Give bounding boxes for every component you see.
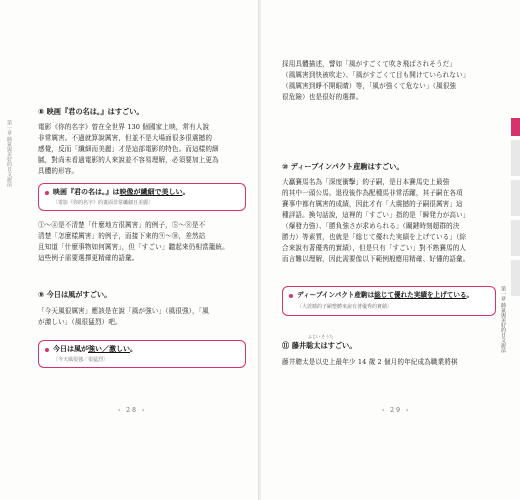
callout-sentence: 映画『君の名は。』は映像が繊細で美しい。 [53,188,190,196]
bullet-dot-icon [45,191,49,195]
right-page-number: ‹ 29 › [382,407,411,414]
section-9-callout [38,340,246,368]
section-8-callout [38,183,246,211]
text-line: （風厲害到快被吹走）、「風がすごくて目も開けていられない」 [282,71,470,79]
section-11-ruby: ふじい そうた [308,334,334,339]
section-9-paragraph [38,306,248,328]
text-line: が激しい」（風很猛烈）吧。 [38,318,122,326]
section-10-callout [282,286,496,316]
section-10-paragraph [282,177,497,265]
right-intro-paragraph [282,59,497,103]
text-line: 勝力）等素質，也就是「総じて優れた実績を上げている」（綜 [282,233,467,241]
section-8-heading: ⑧ 映画『君の名は。』はすごい。 [38,107,144,116]
text-line: 很危險）也是很好的選擇。 [282,93,363,101]
text-line: 藤井聰太是以史上最年少 14 歲 2 個月的年紀成為職業將棋 [282,358,458,366]
callout-translation: 〔電影《你的名字》的畫面非常纖細且美麗〕 [53,200,154,206]
text-line: 且知道「什麼事物如何厲害」，但「すごい」聽起來仍相當籠統。 [38,243,229,251]
left-page-number: ‹ 28 › [118,407,147,414]
text-line: 的其中一頭公馬。退役後作為配種馬非常活躍，其子嗣在各項 [282,189,463,197]
text-line: 合來說有著優秀的實績），但是只有「すごい」對不熟賽馬的人 [282,244,467,252]
text-line: 賽事中都有厲害的成績，因此才有「大震撼的子嗣很厲害」這 [282,200,463,208]
text-line: 大贏賽馬名為「深度衝擊」的子嗣，是日本賽馬史上最強 [282,178,450,186]
chapter-tab-active[interactable] [511,118,520,136]
section-8-paragraph-1 [38,122,248,177]
text-line: ①～④是不清楚「什麼地方很厲害」的例子，⑤～⑧是不 [38,221,206,229]
chapter-tab[interactable] [511,180,520,216]
bullet-dot-icon [289,294,293,298]
section-10-heading: ⑩ ディープインパクト産駒はすごい。 [282,162,404,171]
callout-sentence: ディープインパクト産駒は総じて優れた実績を上げている。 [297,291,474,299]
text-line: 感覺，反而「纖細而美麗」才是這部電影的特色。而這樣的細 [38,145,219,153]
text-line: 非常厲害。不過就算說厲害，但並不是大場面很多很震撼的 [38,134,213,142]
left-sidebar-label: 第一章 帥氣與美好的日文說法 [6,120,12,187]
text-line: 採用具體描述，譬如「風がすごくて吹き飛ばされそうだ」 [282,60,457,68]
bullet-dot-icon [45,348,49,352]
chapter-tab[interactable] [511,140,520,176]
text-line: 種評語。換句話說，這裡的「すごい」指的是「瞬発力が高い」 [282,211,470,219]
text-line: 電影《你的名字》曾在全世界 130 個國家上映，常有人說 [38,123,210,131]
text-line: 「今天風很厲害」應該是在說「風が強い」（風很強），「風 [38,307,209,315]
text-line: 膩，對尚未看過電影的人來說並不容易理解，必須要加上更為 [38,156,219,164]
text-line: （風厲害到睜不開眼睛）等，「風が強くて危ない」（風很強 [282,82,457,90]
text-line: 清楚「怎麼樣厲害」的例子，而接下來的⑨～⑩，差然站 [38,232,206,240]
right-sidebar-label: 第一章 帥氣與美好的日文說法 [500,286,506,353]
section-9-heading: ⑨ 今日は風がすごい。 [38,290,112,299]
text-line: （爆發力強）、「勝負強さが求められる」（關鍵時刻超群的決 [282,222,460,230]
callout-sentence: 今日は風が強い／激しい。 [53,345,137,353]
section-11-heading: ⑪ 藤井聡太はすごい。 [282,341,357,350]
section-11-paragraph [282,357,497,368]
text-line: 這些例子需要選擇更精確的語彙。 [38,254,139,262]
section-8-paragraph-2 [38,220,248,264]
callout-translation: 〔大震撼的子嗣整體來說有著優秀的實績〕 [297,304,393,310]
text-line: 具體的形容。 [38,167,79,175]
text-line: 而言難以理解，因此需要像以下範例般應用精確、好懂的語彙。 [282,255,470,263]
chapter-tab[interactable] [511,260,520,296]
callout-translation: 〔今天風很強／很猛烈〕 [53,357,109,363]
chapter-tab-bar [511,0,520,500]
chapter-tab[interactable] [511,220,520,256]
